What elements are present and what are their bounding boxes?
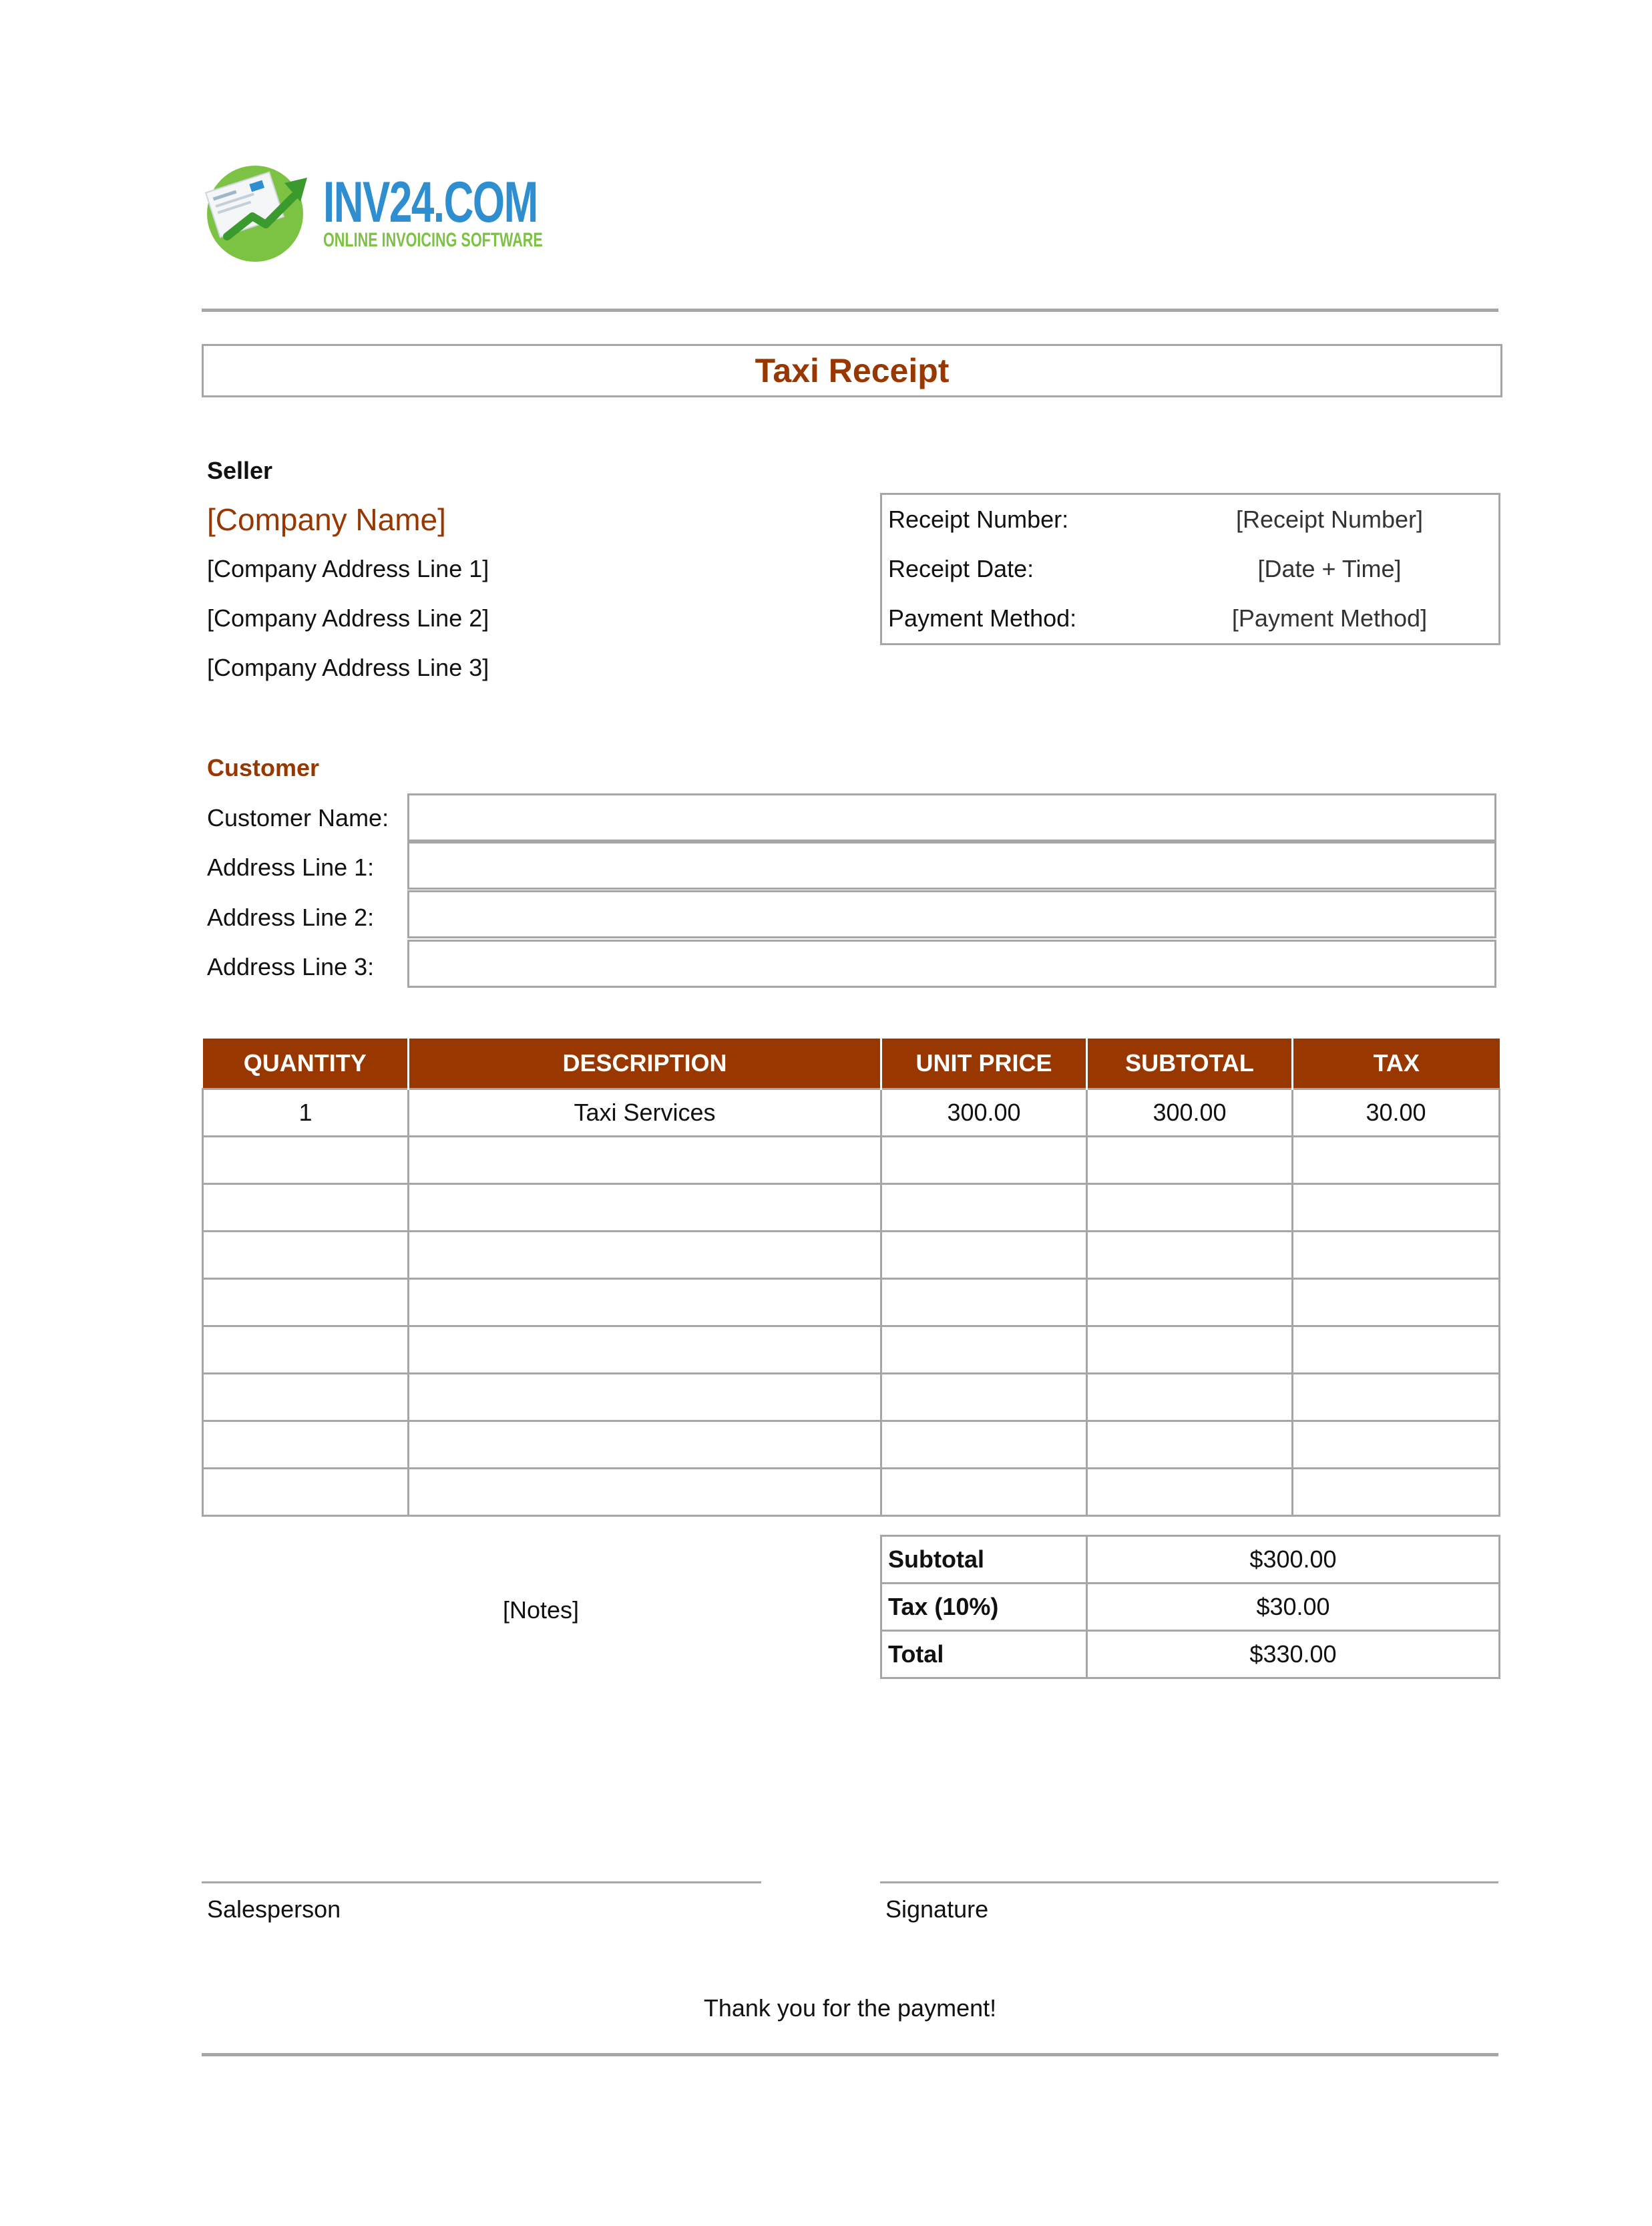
item-unit-price[interactable] xyxy=(881,1137,1087,1184)
tax-label: Tax (10%) xyxy=(881,1584,1087,1631)
customer-address-3-label: Address Line 3: xyxy=(207,953,375,980)
customer-address-1-label: Address Line 1: xyxy=(207,854,375,881)
item-quantity[interactable] xyxy=(203,1374,409,1421)
items-header-row xyxy=(203,1039,1500,1089)
table-row xyxy=(203,1137,1500,1184)
item-tax[interactable] xyxy=(1293,1279,1500,1326)
salesperson-label: Salesperson xyxy=(207,1895,341,1923)
seller-heading: Seller xyxy=(207,457,273,484)
item-unit-price[interactable] xyxy=(881,1279,1087,1326)
item-subtotal[interactable] xyxy=(1087,1421,1293,1469)
item-unit-price[interactable] xyxy=(881,1374,1087,1421)
item-quantity[interactable] xyxy=(203,1421,409,1469)
col-tax: TAX xyxy=(1293,1039,1500,1089)
customer-address-1-field[interactable] xyxy=(407,842,1496,890)
item-unit-price[interactable] xyxy=(881,1421,1087,1469)
table-row xyxy=(203,1421,1500,1469)
brand-logo xyxy=(200,158,548,264)
subtotal-value: $300.00 xyxy=(1087,1536,1500,1584)
item-quantity[interactable] xyxy=(203,1137,409,1184)
receipt-date-row xyxy=(882,544,1498,594)
notes[interactable]: [Notes] xyxy=(502,1596,580,1624)
item-subtotal[interactable] xyxy=(1087,1184,1293,1232)
item-subtotal[interactable]: 300.00 xyxy=(1087,1089,1293,1137)
logo-emblem-icon xyxy=(200,158,321,264)
receipt-number-label: Receipt Number: xyxy=(888,506,1069,533)
tax-row xyxy=(881,1584,1500,1631)
logo-tagline: ONLINE INVOICING SOFTWARE xyxy=(323,229,543,251)
item-description[interactable] xyxy=(409,1374,881,1421)
item-tax[interactable] xyxy=(1293,1421,1500,1469)
totals-table xyxy=(880,1535,1500,1679)
payment-method-label: Payment Method: xyxy=(888,604,1077,632)
item-subtotal[interactable] xyxy=(1087,1137,1293,1184)
page-title: Taxi Receipt xyxy=(755,352,950,389)
col-description: DESCRIPTION xyxy=(409,1039,881,1089)
item-tax[interactable]: 30.00 xyxy=(1293,1089,1500,1137)
table-row xyxy=(203,1469,1500,1516)
item-quantity[interactable] xyxy=(203,1326,409,1374)
payment-method-row xyxy=(882,594,1498,643)
receipt-date-label: Receipt Date: xyxy=(888,555,1034,582)
item-subtotal[interactable] xyxy=(1087,1326,1293,1374)
signature-line[interactable] xyxy=(880,1881,1498,1883)
item-subtotal[interactable] xyxy=(1087,1279,1293,1326)
seller-company-name: [Company Name] xyxy=(207,502,446,537)
item-description[interactable] xyxy=(409,1469,881,1516)
customer-name-field[interactable] xyxy=(407,793,1496,842)
item-unit-price[interactable] xyxy=(881,1469,1087,1516)
item-tax[interactable] xyxy=(1293,1326,1500,1374)
seller-address-line-2: [Company Address Line 2] xyxy=(207,604,489,632)
customer-heading: Customer xyxy=(207,754,320,781)
table-row xyxy=(203,1089,1500,1137)
item-tax[interactable] xyxy=(1293,1184,1500,1232)
tax-value: $30.00 xyxy=(1087,1584,1500,1631)
receipt-date-value[interactable]: [Date + Time] xyxy=(1257,555,1402,582)
item-quantity[interactable] xyxy=(203,1184,409,1232)
total-value: $330.00 xyxy=(1087,1631,1500,1678)
item-tax[interactable] xyxy=(1293,1469,1500,1516)
receipt-meta-box xyxy=(880,493,1500,645)
item-subtotal[interactable] xyxy=(1087,1232,1293,1279)
salesperson-signature-line[interactable] xyxy=(202,1881,761,1883)
receipt-number-row xyxy=(882,495,1498,544)
col-quantity: QUANTITY xyxy=(203,1039,409,1089)
item-quantity[interactable] xyxy=(203,1232,409,1279)
item-tax[interactable] xyxy=(1293,1232,1500,1279)
col-subtotal: SUBTOTAL xyxy=(1087,1039,1293,1089)
item-description[interactable] xyxy=(409,1279,881,1326)
customer-address-3-field[interactable] xyxy=(407,940,1496,988)
table-row xyxy=(203,1232,1500,1279)
item-description[interactable] xyxy=(409,1137,881,1184)
item-description[interactable] xyxy=(409,1421,881,1469)
item-unit-price[interactable] xyxy=(881,1232,1087,1279)
item-subtotal[interactable] xyxy=(1087,1374,1293,1421)
item-quantity[interactable]: 1 xyxy=(203,1089,409,1137)
total-label: Total xyxy=(881,1631,1087,1678)
top-divider xyxy=(202,309,1498,312)
items-table xyxy=(202,1039,1500,1517)
thank-you-message: Thank you for the payment! xyxy=(703,1994,997,2022)
subtotal-row xyxy=(881,1536,1500,1584)
table-row xyxy=(203,1326,1500,1374)
total-row xyxy=(881,1631,1500,1678)
item-tax[interactable] xyxy=(1293,1137,1500,1184)
title-box xyxy=(202,344,1502,397)
customer-name-label: Customer Name: xyxy=(207,804,389,831)
item-quantity[interactable] xyxy=(203,1279,409,1326)
item-description[interactable] xyxy=(409,1326,881,1374)
table-row xyxy=(203,1279,1500,1326)
logo-wordmark-text: INV24.COM xyxy=(323,170,538,234)
signature-label: Signature xyxy=(885,1895,989,1923)
receipt-number-value[interactable]: [Receipt Number] xyxy=(1235,506,1424,533)
table-row xyxy=(203,1184,1500,1232)
item-description[interactable] xyxy=(409,1184,881,1232)
item-tax[interactable] xyxy=(1293,1374,1500,1421)
table-row xyxy=(203,1374,1500,1421)
item-description[interactable] xyxy=(409,1232,881,1279)
seller-address-line-3: [Company Address Line 3] xyxy=(207,654,489,681)
item-quantity[interactable] xyxy=(203,1469,409,1516)
item-unit-price[interactable] xyxy=(881,1326,1087,1374)
item-description[interactable]: Taxi Services xyxy=(409,1089,881,1137)
seller-address-line-1: [Company Address Line 1] xyxy=(207,555,489,582)
logo-wordmark xyxy=(323,170,538,234)
bottom-divider xyxy=(202,2053,1498,2056)
customer-address-2-label: Address Line 2: xyxy=(207,904,375,931)
subtotal-label: Subtotal xyxy=(881,1536,1087,1584)
item-subtotal[interactable] xyxy=(1087,1469,1293,1516)
col-unit-price: UNIT PRICE xyxy=(881,1039,1087,1089)
customer-address-2-field[interactable] xyxy=(407,890,1496,938)
item-unit-price[interactable] xyxy=(881,1184,1087,1232)
payment-method-value[interactable]: [Payment Method] xyxy=(1231,604,1428,632)
item-unit-price[interactable]: 300.00 xyxy=(881,1089,1087,1137)
